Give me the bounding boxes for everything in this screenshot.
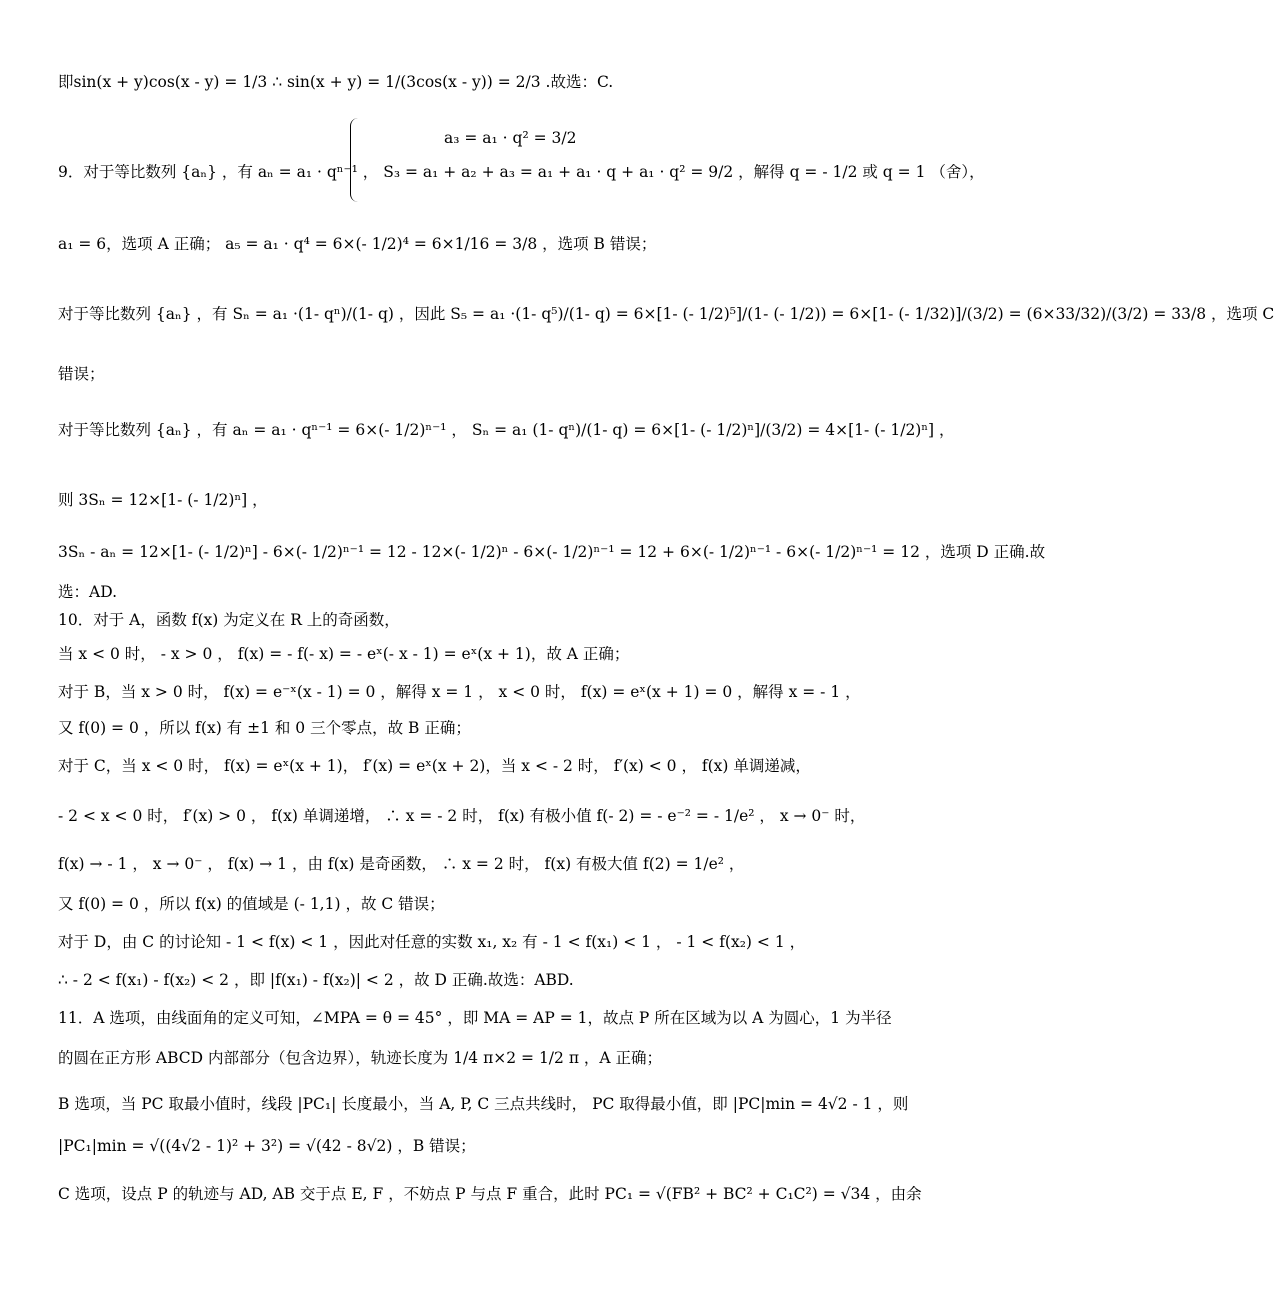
text-line-l18: 对于 D，由 C 的讨论知 - 1 < f(x) < 1 ，因此对任意的实数 x₁, x₂ 有 - 1 < f(x₁) < 1 ， - 1 < f(x₂) < 1 ， (58, 933, 806, 951)
text-line-l23: |PC₁|min = √((4√2 - 1)² + 3²) = √(42 - 8√2) ，B 错误； (58, 1137, 476, 1155)
text-line-l3: a₁ = 6，选项 A 正确； a₅ = a₁ · q⁴ = 6×(- 1/2)⁴ = 6×1/16 = 3/8 ，选项 B 错误； (58, 235, 657, 253)
text-line-l6: 对于等比数列 {aₙ} ，有 aₙ = a₁ · qⁿ⁻¹ = 6×(- 1/2)ⁿ⁻¹ ， Sₙ = a₁ (1- qⁿ)/(1- q) = 6×[1- (- 1/2)ⁿ]/(3/2) = 4×[1- (- 1/2)ⁿ] ， (58, 421, 955, 439)
text-line-l16: f(x) → - 1 ， x → 0⁻ ， f(x) → 1 ，由 f(x) 是奇函数， ∴ x = 2 时， f(x) 有极大值 f(2) = 1/e² ， (58, 855, 745, 873)
text-line-l7: 则 3Sₙ = 12×[1- (- 1/2)ⁿ] ， (58, 491, 268, 509)
text-line-l13: 又 f(0) = 0 ，所以 f(x) 有 ±1 和 0 三个零点，故 B 正确； (58, 719, 471, 737)
text-line-l2a: a₃ = a₁ · q² = 3/2 (444, 129, 577, 147)
text-line-l20: 11．A 选项，由线面角的定义可知，∠MPA = θ = 45° ，即 MA = AP = 1，故点 P 所在区域为以 A 为圆心，1 为半径 (58, 1009, 892, 1027)
text-line-l5: 错误； (58, 365, 105, 383)
text-line-l8: 3Sₙ - aₙ = 12×[1- (- 1/2)ⁿ] - 6×(- 1/2)ⁿ⁻¹ = 12 - 12×(- 1/2)ⁿ - 6×(- 1/2)ⁿ⁻¹ = 12 + 6×(- 1/2)ⁿ⁻¹ - 6×(- 1/2)ⁿ⁻¹ = 12 ，选项 D 正确.故 (58, 543, 1046, 561)
text-line-l11: 当 x < 0 时， - x > 0 ， f(x) = - f(- x) = - eˣ(- x - 1) = eˣ(x + 1)，故 A 正确； (58, 645, 630, 663)
text-line-l9: 选：AD. (58, 583, 117, 601)
text-line-l1: 即sin(x + y)cos(x - y) = 1/3 ∴ sin(x + y) = 1/(3cos(x - y)) = 2/3 .故选：C. (58, 73, 614, 91)
text-line-l2: 9．对于等比数列 {aₙ} ，有 aₙ = a₁ · qⁿ⁻¹ ， S₃ = a₁ + a₂ + a₃ = a₁ + a₁ · q + a₁ · q² = 9/2 ，解得 q = - 1/2 或 q = 1 （舍）， (58, 163, 985, 181)
text-line-l12: 对于 B，当 x > 0 时， f(x) = e⁻ˣ(x - 1) = 0 ，解得 x = 1 ， x < 0 时， f(x) = eˣ(x + 1) = 0 ，解得 x = - 1 ， (58, 683, 861, 701)
text-line-l19: ∴ - 2 < f(x₁) - f(x₂) < 2 ，即 |f(x₁) - f(x₂)| < 2 ，故 D 正确.故选：ABD. (58, 971, 574, 989)
text-line-l22: B 选项，当 PC 取最小值时，线段 |PC₁| 长度最小，当 A, P, C 三点共线时， PC 取得最小值，即 |PC|min = 4√2 - 1 ，则 (58, 1095, 909, 1113)
text-line-l24: C 选项，设点 P 的轨迹与 AD, AB 交于点 E, F ，不妨点 P 与点 F 重合，此时 PC₁ = √(FB² + BC² + C₁C²) = √34 ，由余 (58, 1185, 922, 1203)
text-line-l4: 对于等比数列 {aₙ} ，有 Sₙ = a₁ ·(1- qⁿ)/(1- q) ，因此 S₅ = a₁ ·(1- q⁵)/(1- q) = 6×[1- (- 1/2)⁵]/(1- (- 1/2)) = 6×[1- (- 1/32)]/(3/2) = (6×33/32)/(3/2) = 33/8 ，选项 C (58, 305, 1274, 323)
text-line-l17: 又 f(0) = 0 ，所以 f(x) 的值域是 (- 1,1) ，故 C 错误； (58, 895, 445, 913)
text-line-l14: 对于 C，当 x < 0 时， f(x) = eˣ(x + 1)， f′(x) = eˣ(x + 2)，当 x < - 2 时， f′(x) < 0 ， f(x) 单调递减， (58, 757, 811, 775)
text-line-l15: - 2 < x < 0 时， f′(x) > 0 ， f(x) 单调递增， ∴ x = - 2 时， f(x) 有极小值 f(- 2) = - e⁻² = - 1/e² ， x → 0⁻ 时， (58, 807, 866, 825)
text-line-l10: 10．对于 A，函数 f(x) 为定义在 R 上的奇函数， (58, 611, 400, 629)
text-line-l21: 的圆在正方形 ABCD 内部部分（包含边界），轨迹长度为 1/4 π×2 = 1/2 π ，A 正确； (58, 1049, 663, 1067)
